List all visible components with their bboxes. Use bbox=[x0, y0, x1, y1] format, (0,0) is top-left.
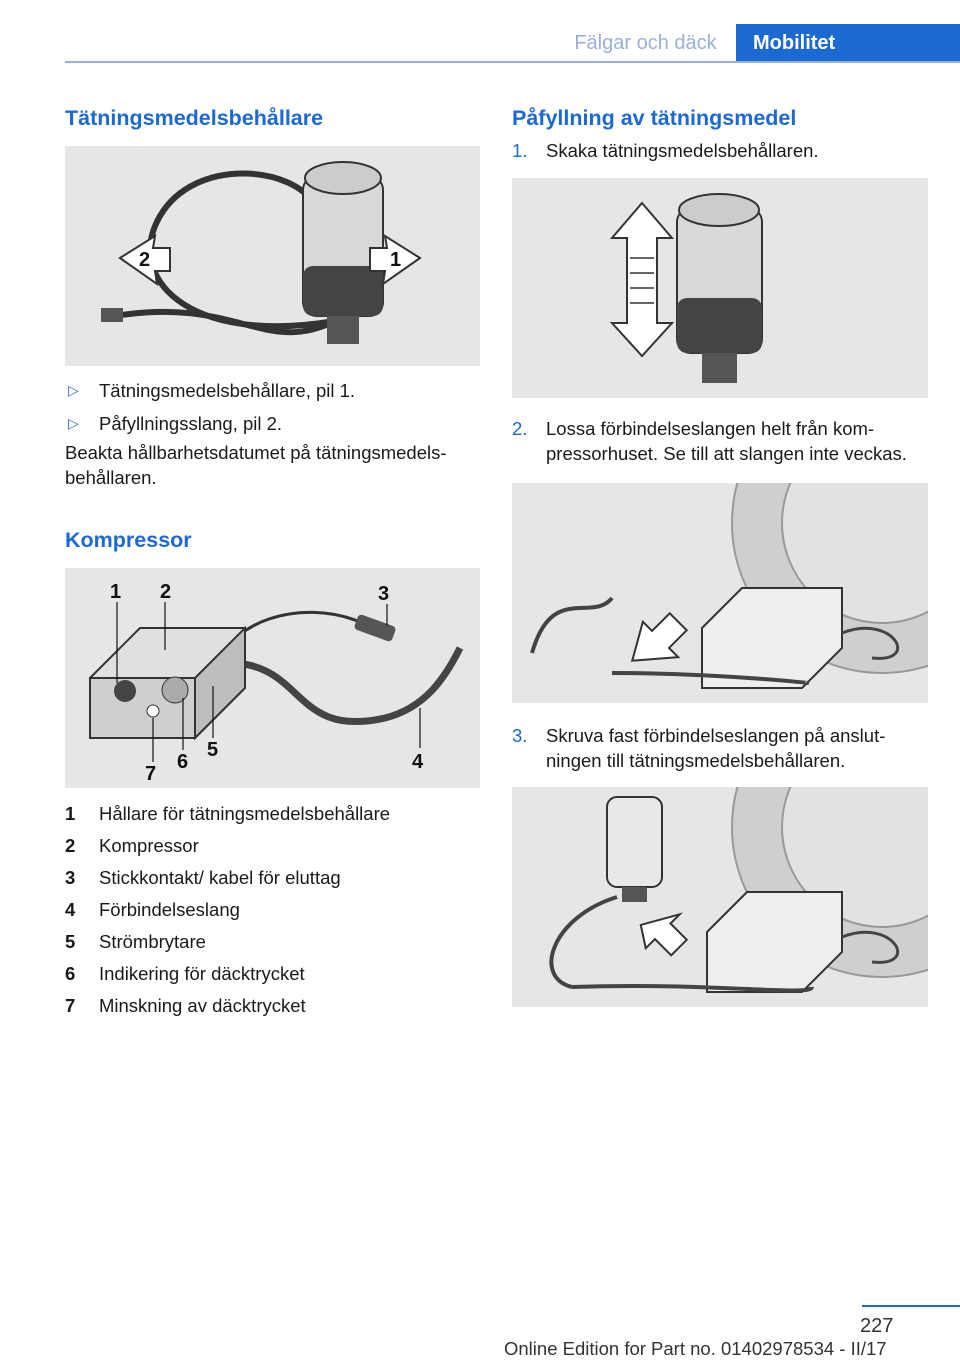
callout-6: 6 bbox=[177, 751, 189, 773]
header-rule bbox=[65, 61, 960, 63]
shake-container-illustration bbox=[512, 178, 928, 398]
disconnect-hose-illustration bbox=[512, 483, 928, 703]
left-column bbox=[65, 100, 480, 1022]
legend-item: 2 Kompressor bbox=[65, 835, 199, 856]
legend-item: 6 Indikering för däcktrycket bbox=[65, 963, 305, 984]
page-header bbox=[0, 0, 960, 64]
arrow-label-1: 1 bbox=[390, 249, 402, 271]
heading-filling-sealant: Påfyllning av tätningsmedel bbox=[512, 106, 797, 130]
legend-item: 3 Stickkontakt/ kabel för eluttag bbox=[65, 867, 341, 888]
callout-5: 5 bbox=[207, 739, 219, 761]
callout-3: 3 bbox=[378, 583, 390, 605]
heading-sealant-container: Tätningsmedelsbehållare bbox=[65, 106, 324, 130]
section-tab: Fälgar och däck bbox=[574, 32, 717, 54]
triangle-bullet-icon: ▷ bbox=[68, 415, 79, 431]
figure-sealant-container bbox=[65, 146, 480, 366]
chapter-tab: Mobilitet bbox=[736, 24, 960, 62]
triangle-bullet-icon: ▷ bbox=[68, 382, 79, 398]
compressor-illustration bbox=[65, 568, 480, 788]
legend-item: 7 Minskning av däcktrycket bbox=[65, 995, 306, 1016]
figure-shake-container bbox=[512, 178, 928, 398]
arrow-label-2: 2 bbox=[139, 249, 151, 271]
edition-text: Online Edition for Part no. 01402978534 - II/17 bbox=[504, 1338, 887, 1359]
compressor-legend bbox=[65, 798, 480, 1022]
page-number: 227 bbox=[860, 1315, 894, 1337]
legend-item: 5 Strömbrytare bbox=[65, 931, 206, 952]
step-item: 2. Lossa förbindelseslangen helt från kom-pressorhuset. Se till att slangen inte veckas. bbox=[512, 418, 907, 464]
bullet-item: ▷ Tätningsmedelsbehållare, pil 1. bbox=[68, 380, 356, 401]
legend-item: 1 Hållare för tätningsmedelsbehållare bbox=[65, 803, 391, 824]
legend-item: 4 Förbindelseslang bbox=[65, 899, 240, 920]
callout-4: 4 bbox=[412, 751, 424, 773]
figure-attach-hose bbox=[512, 787, 928, 1007]
figure-compressor bbox=[65, 568, 480, 788]
attach-hose-illustration bbox=[512, 787, 928, 1007]
expiry-note: Beakta hållbarhetsdatumet på tätningsmedels-behållaren. bbox=[65, 442, 447, 488]
figure-disconnect-hose bbox=[512, 483, 928, 703]
callout-7: 7 bbox=[145, 763, 157, 785]
step-item: 1. Skaka tätningsmedelsbehållaren. bbox=[512, 140, 819, 161]
bullet-item: ▷ Påfyllningsslang, pil 2. bbox=[68, 413, 283, 434]
heading-compressor: Kompressor bbox=[65, 528, 192, 552]
sealant-container-illustration bbox=[65, 146, 480, 366]
right-column bbox=[512, 100, 928, 1007]
step-item: 3. Skruva fast förbindelseslangen på anslut-ningen till tätningsmedelsbehållaren. bbox=[512, 725, 886, 771]
callout-1: 1 bbox=[110, 581, 122, 603]
callout-2: 2 bbox=[160, 581, 172, 603]
footer-rule bbox=[862, 1305, 960, 1307]
